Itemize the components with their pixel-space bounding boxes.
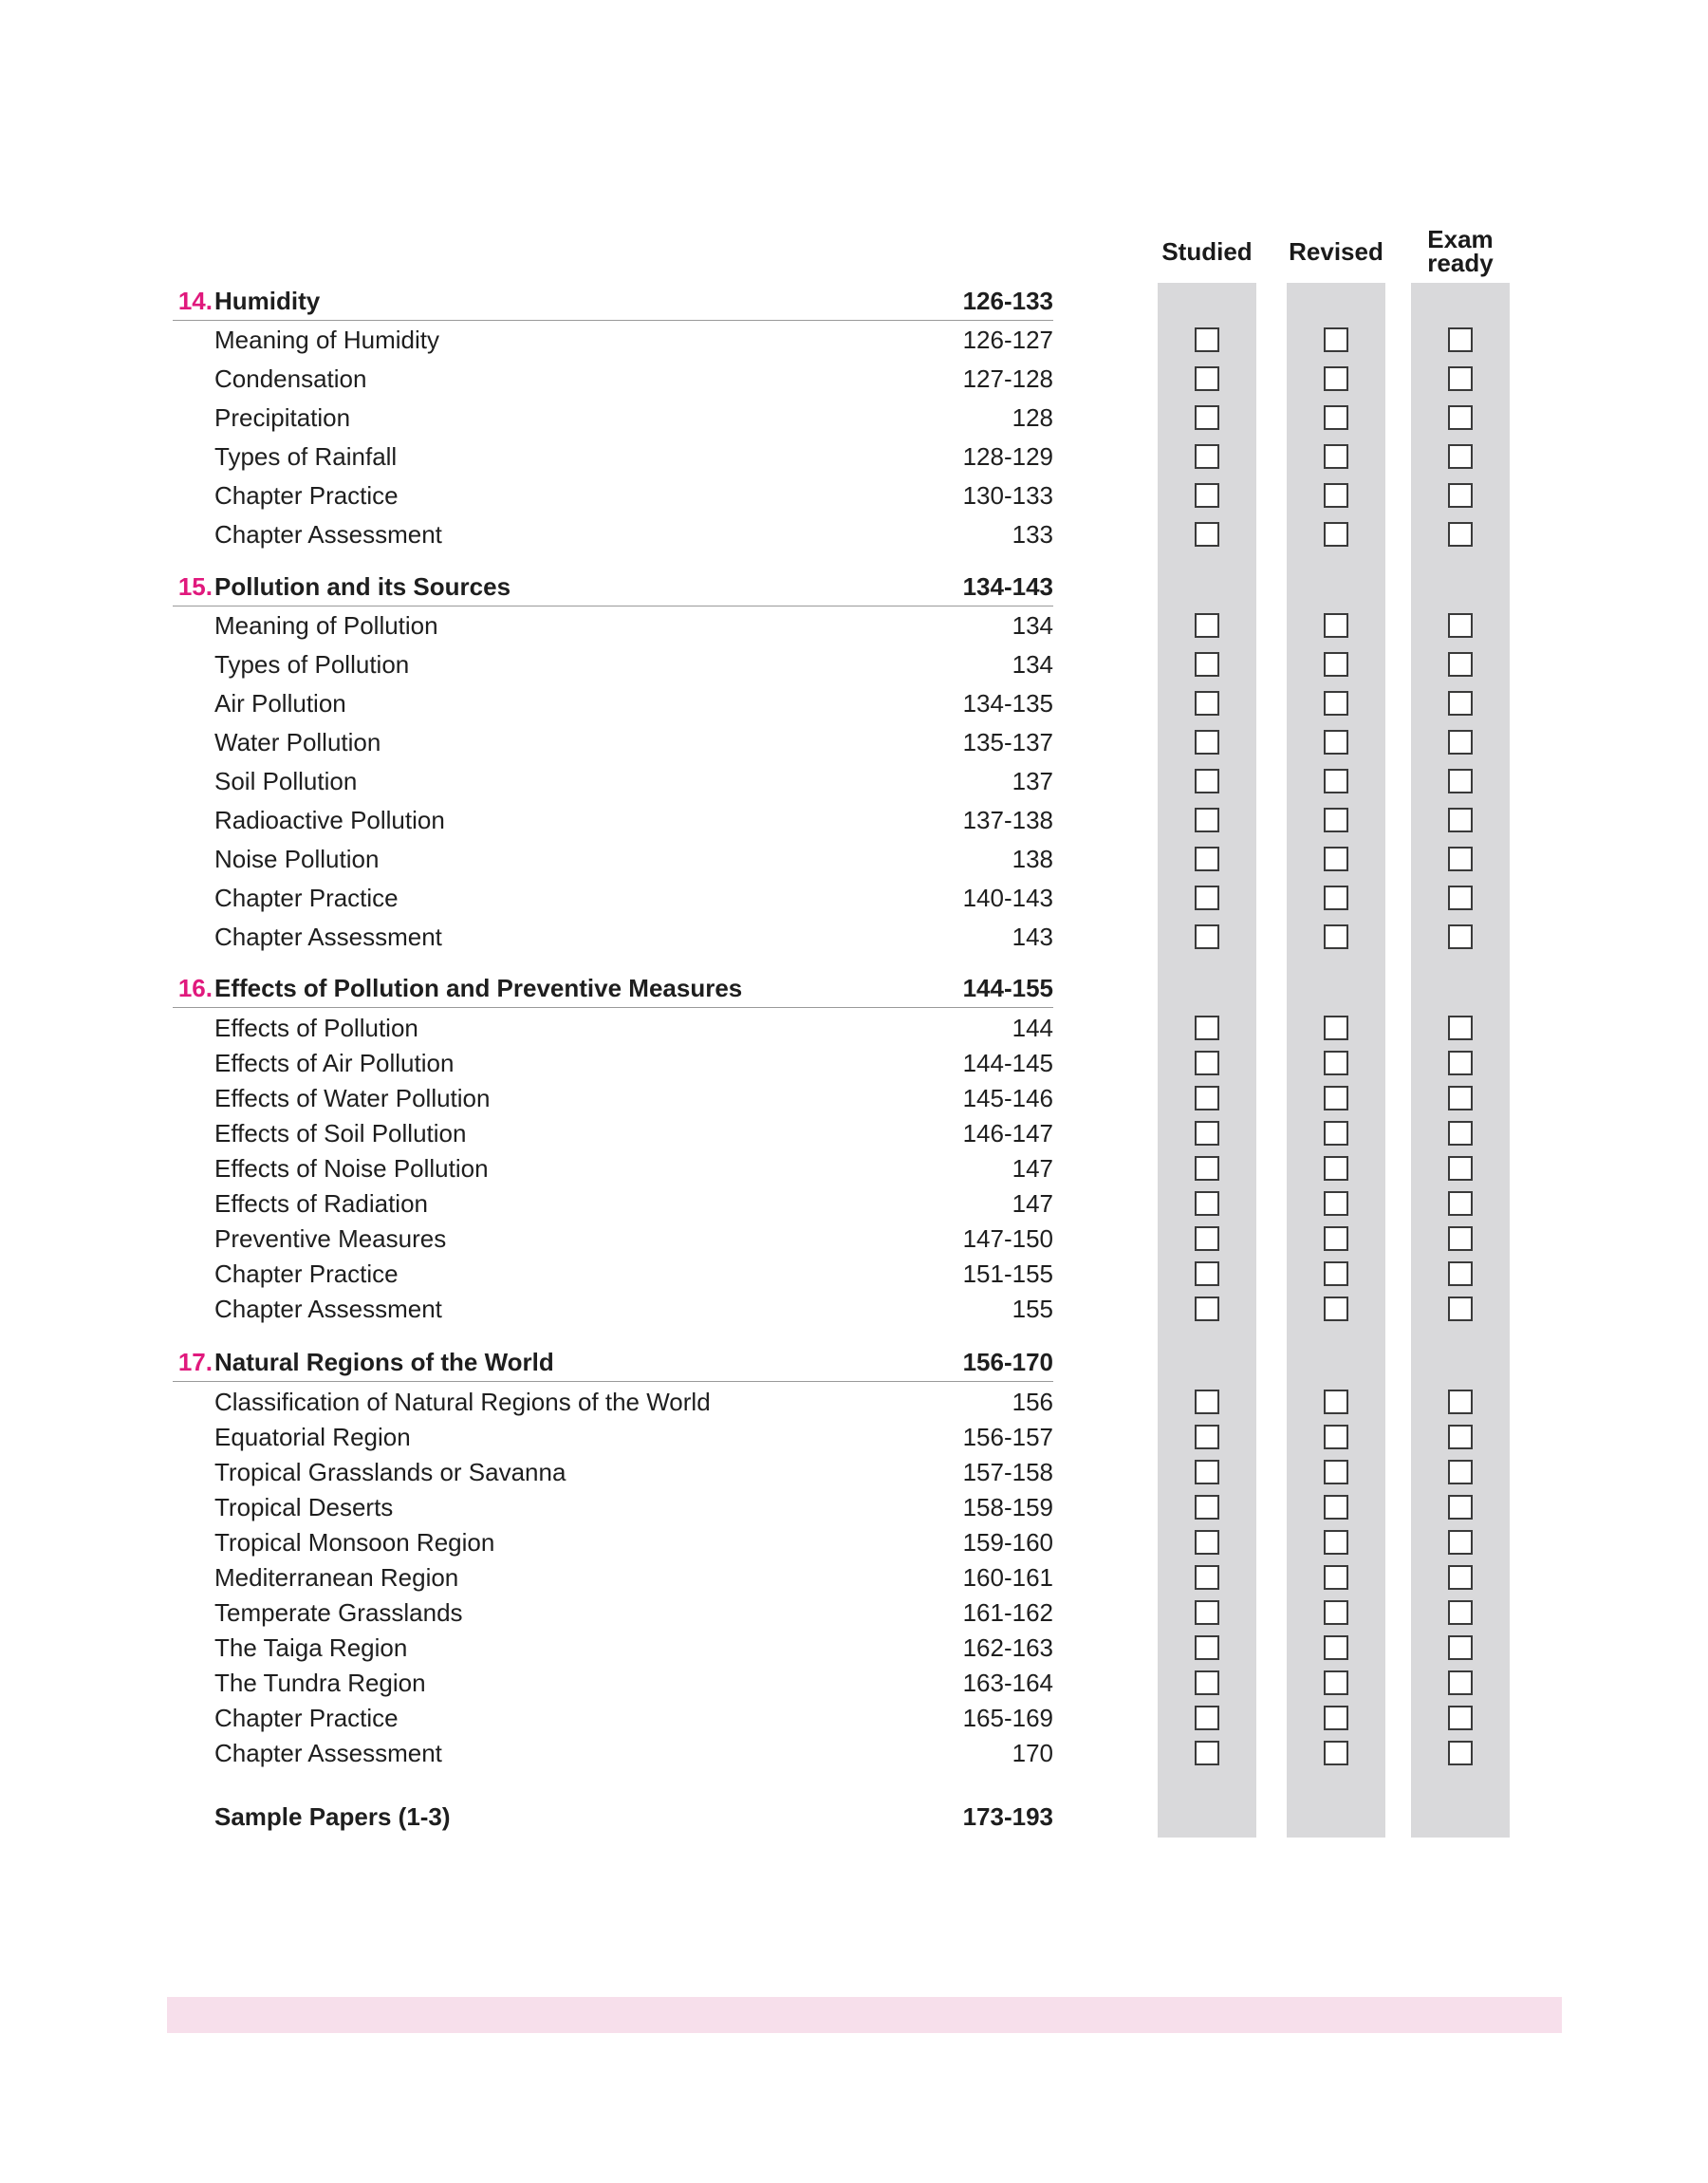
topic-pages: 147: [1012, 1189, 1053, 1218]
topic-title: Classification of Natural Regions of the World: [214, 1388, 711, 1416]
topic-row: [0, 764, 1708, 798]
topic-title: Chapter Assessment: [214, 923, 442, 951]
topic-row: [0, 323, 1708, 357]
revised-checkbox[interactable]: [1324, 1261, 1348, 1286]
topic-row: [0, 1222, 1708, 1256]
revised-checkbox[interactable]: [1324, 1226, 1348, 1251]
chapter-heading: [0, 1345, 1708, 1379]
studied-checkbox[interactable]: [1195, 1741, 1219, 1765]
topic-row: [0, 478, 1708, 513]
topic-pages: 147-150: [962, 1224, 1053, 1253]
studied-checkbox[interactable]: [1195, 652, 1219, 677]
chapter-divider: [173, 320, 1053, 321]
chapter-divider: [173, 1381, 1053, 1382]
topic-title: Soil Pollution: [214, 767, 358, 795]
sample-papers-row: [0, 1800, 1708, 1834]
studied-checkbox[interactable]: [1195, 1460, 1219, 1484]
exam-ready-checkbox[interactable]: [1448, 1261, 1473, 1286]
exam-ready-checkbox[interactable]: [1448, 847, 1473, 871]
exam-ready-checkbox[interactable]: [1448, 1156, 1473, 1181]
topic-pages: 146-147: [962, 1119, 1053, 1147]
topic-pages: 144: [1012, 1014, 1053, 1042]
exam-ready-checkbox[interactable]: [1448, 1530, 1473, 1555]
studied-checkbox[interactable]: [1195, 1121, 1219, 1146]
topic-pages: 138: [1012, 845, 1053, 873]
header-exam-ready: [1394, 225, 1527, 277]
studied-checkbox[interactable]: [1195, 1425, 1219, 1449]
studied-checkbox[interactable]: [1195, 691, 1219, 716]
topic-row: [0, 1257, 1708, 1291]
topic-row: [0, 1701, 1708, 1735]
exam-ready-checkbox[interactable]: [1448, 1121, 1473, 1146]
topic-pages: 170: [1012, 1739, 1053, 1767]
topic-row: [0, 920, 1708, 954]
exam-ready-checkbox[interactable]: [1448, 1741, 1473, 1765]
exam-ready-checkbox[interactable]: [1448, 691, 1473, 716]
topic-pages: 158-159: [962, 1493, 1053, 1521]
topic-pages: 140-143: [962, 884, 1053, 912]
exam-ready-checkbox[interactable]: [1448, 1635, 1473, 1660]
topic-row: [0, 803, 1708, 837]
exam-ready-checkbox[interactable]: [1448, 730, 1473, 755]
revised-checkbox[interactable]: [1324, 1425, 1348, 1449]
exam-ready-checkbox[interactable]: [1448, 366, 1473, 391]
topic-title: The Tundra Region: [214, 1669, 426, 1697]
topic-row: [0, 1490, 1708, 1524]
chapter-title: Pollution and its Sources: [214, 572, 511, 601]
topic-row: [0, 1116, 1708, 1150]
studied-checkbox[interactable]: [1195, 1600, 1219, 1625]
studied-checkbox[interactable]: [1195, 808, 1219, 832]
topic-row: [0, 1046, 1708, 1080]
topic-pages: 155: [1012, 1295, 1053, 1323]
topic-title: Chapter Assessment: [214, 1295, 442, 1323]
studied-checkbox[interactable]: [1195, 613, 1219, 638]
topic-pages: 134-135: [962, 689, 1053, 718]
studied-checkbox[interactable]: [1195, 405, 1219, 430]
exam-ready-checkbox[interactable]: [1448, 769, 1473, 793]
topic-pages: 160-161: [962, 1563, 1053, 1592]
studied-checkbox[interactable]: [1195, 1565, 1219, 1590]
topic-pages: 156: [1012, 1388, 1053, 1416]
revised-checkbox[interactable]: [1324, 652, 1348, 677]
exam-ready-checkbox[interactable]: [1448, 405, 1473, 430]
studied-checkbox[interactable]: [1195, 1226, 1219, 1251]
topic-row: [0, 1420, 1708, 1454]
revised-checkbox[interactable]: [1324, 1086, 1348, 1110]
header-studied: Studied: [1161, 237, 1253, 266]
revised-checkbox[interactable]: [1324, 1635, 1348, 1660]
exam-ready-checkbox[interactable]: [1448, 1600, 1473, 1625]
topic-pages: 133: [1012, 520, 1053, 549]
revised-checkbox[interactable]: [1324, 730, 1348, 755]
topic-title: Effects of Water Pollution: [214, 1084, 491, 1112]
topic-row: [0, 842, 1708, 876]
topic-pages: 163-164: [962, 1669, 1053, 1697]
exam-ready-checkbox[interactable]: [1448, 652, 1473, 677]
topic-row: [0, 1151, 1708, 1185]
chapter-title: Natural Regions of the World: [214, 1348, 554, 1376]
topic-pages: 137: [1012, 767, 1053, 795]
studied-checkbox[interactable]: [1195, 1495, 1219, 1520]
chapter-heading: [0, 569, 1708, 604]
revised-checkbox[interactable]: [1324, 1016, 1348, 1040]
topic-row: [0, 1525, 1708, 1559]
studied-checkbox[interactable]: [1195, 1051, 1219, 1075]
header-revised: Revised: [1289, 237, 1383, 266]
header-exam-line2: ready: [1427, 249, 1494, 277]
chapter-number: 14.: [177, 287, 213, 315]
topic-pages: 151-155: [962, 1259, 1053, 1288]
topic-title: Meaning of Humidity: [214, 326, 439, 354]
topic-row: [0, 362, 1708, 396]
studied-checkbox[interactable]: [1195, 1530, 1219, 1555]
topic-title: Precipitation: [214, 403, 351, 432]
topic-row: [0, 608, 1708, 643]
topic-row: [0, 1666, 1708, 1700]
studied-checkbox[interactable]: [1195, 1086, 1219, 1110]
topic-pages: 135-137: [962, 728, 1053, 756]
topic-pages: 127-128: [962, 364, 1053, 393]
revised-checkbox[interactable]: [1324, 522, 1348, 547]
exam-ready-checkbox[interactable]: [1448, 1390, 1473, 1414]
exam-ready-checkbox[interactable]: [1448, 1670, 1473, 1695]
exam-ready-checkbox[interactable]: [1448, 886, 1473, 910]
topic-pages: 137-138: [962, 806, 1053, 834]
topic-title: Chapter Practice: [214, 481, 399, 510]
topic-title: Types of Rainfall: [214, 442, 398, 471]
exam-ready-checkbox[interactable]: [1448, 1086, 1473, 1110]
topic-title: Mediterranean Region: [214, 1563, 459, 1592]
topic-title: Effects of Radiation: [214, 1189, 428, 1218]
revised-checkbox[interactable]: [1324, 327, 1348, 352]
revised-checkbox[interactable]: [1324, 808, 1348, 832]
topic-title: Preventive Measures: [214, 1224, 447, 1253]
revised-checkbox[interactable]: [1324, 1495, 1348, 1520]
studied-checkbox[interactable]: [1195, 522, 1219, 547]
revised-checkbox[interactable]: [1324, 1297, 1348, 1321]
topic-row: [0, 1560, 1708, 1595]
topic-row: [0, 1736, 1708, 1770]
topic-row: [0, 1385, 1708, 1419]
revised-checkbox[interactable]: [1324, 1565, 1348, 1590]
topic-pages: 145-146: [962, 1084, 1053, 1112]
exam-ready-checkbox[interactable]: [1448, 483, 1473, 508]
topic-row: [0, 647, 1708, 681]
revised-checkbox[interactable]: [1324, 1706, 1348, 1730]
topic-row: [0, 1186, 1708, 1221]
topic-title: Radioactive Pollution: [214, 806, 445, 834]
topic-title: The Taiga Region: [214, 1633, 408, 1662]
topic-title: Water Pollution: [214, 728, 381, 756]
topic-row: [0, 1455, 1708, 1489]
revised-checkbox[interactable]: [1324, 483, 1348, 508]
chapter-pages: 156-170: [962, 1348, 1053, 1376]
topic-row: [0, 1595, 1708, 1630]
revised-checkbox[interactable]: [1324, 1390, 1348, 1414]
revised-checkbox[interactable]: [1324, 1600, 1348, 1625]
chapter-title: Effects of Pollution and Preventive Measures: [214, 974, 743, 1002]
exam-ready-checkbox[interactable]: [1448, 1226, 1473, 1251]
chapter-number: 15.: [177, 572, 213, 601]
revised-checkbox[interactable]: [1324, 691, 1348, 716]
topic-pages: 130-133: [962, 481, 1053, 510]
header-exam-line1: Exam: [1427, 225, 1494, 253]
topic-title: Condensation: [214, 364, 367, 393]
topic-title: Chapter Practice: [214, 884, 399, 912]
revised-checkbox[interactable]: [1324, 1460, 1348, 1484]
studied-checkbox[interactable]: [1195, 1706, 1219, 1730]
studied-checkbox[interactable]: [1195, 1635, 1219, 1660]
chapter-number: 16.: [177, 974, 213, 1002]
revised-checkbox[interactable]: [1324, 847, 1348, 871]
exam-ready-checkbox[interactable]: [1448, 444, 1473, 469]
topic-title: Chapter Assessment: [214, 520, 442, 549]
topic-row: [0, 725, 1708, 759]
topic-row: [0, 439, 1708, 474]
topic-pages: 156-157: [962, 1423, 1053, 1451]
topic-pages: 144-145: [962, 1049, 1053, 1077]
studied-checkbox[interactable]: [1195, 1390, 1219, 1414]
exam-ready-checkbox[interactable]: [1448, 1495, 1473, 1520]
revised-checkbox[interactable]: [1324, 1741, 1348, 1765]
topic-title: Effects of Noise Pollution: [214, 1154, 489, 1183]
studied-checkbox[interactable]: [1195, 924, 1219, 949]
exam-ready-checkbox[interactable]: [1448, 1425, 1473, 1449]
studied-checkbox[interactable]: [1195, 1191, 1219, 1216]
revised-checkbox[interactable]: [1324, 1191, 1348, 1216]
topic-row: [0, 517, 1708, 551]
revised-checkbox[interactable]: [1324, 366, 1348, 391]
studied-checkbox[interactable]: [1195, 769, 1219, 793]
topic-pages: 143: [1012, 923, 1053, 951]
studied-checkbox[interactable]: [1195, 730, 1219, 755]
topic-pages: 159-160: [962, 1528, 1053, 1557]
revised-checkbox[interactable]: [1324, 405, 1348, 430]
topic-pages: 128: [1012, 403, 1053, 432]
topic-title: Chapter Assessment: [214, 1739, 442, 1767]
topic-pages: 134: [1012, 650, 1053, 679]
topic-title: Meaning of Pollution: [214, 611, 438, 640]
exam-ready-checkbox[interactable]: [1448, 613, 1473, 638]
studied-checkbox[interactable]: [1195, 1297, 1219, 1321]
topic-title: Types of Pollution: [214, 650, 410, 679]
revised-checkbox[interactable]: [1324, 444, 1348, 469]
chapter-heading: [0, 971, 1708, 1005]
exam-ready-checkbox[interactable]: [1448, 1297, 1473, 1321]
exam-ready-checkbox[interactable]: [1448, 808, 1473, 832]
topic-title: Tropical Deserts: [214, 1493, 394, 1521]
chapter-number: 17.: [177, 1348, 213, 1376]
topic-title: Equatorial Region: [214, 1423, 411, 1451]
sample-papers-pages: 173-193: [962, 1802, 1053, 1831]
topic-title: Chapter Practice: [214, 1704, 399, 1732]
studied-checkbox[interactable]: [1195, 327, 1219, 352]
chapter-pages: 134-143: [962, 572, 1053, 601]
topic-pages: 147: [1012, 1154, 1053, 1183]
sample-papers-title: Sample Papers (1-3): [214, 1802, 451, 1831]
exam-ready-checkbox[interactable]: [1448, 1191, 1473, 1216]
topic-row: [0, 1292, 1708, 1326]
exam-ready-checkbox[interactable]: [1448, 1706, 1473, 1730]
studied-checkbox[interactable]: [1195, 1261, 1219, 1286]
topic-title: Chapter Practice: [214, 1259, 399, 1288]
topic-title: Tropical Monsoon Region: [214, 1528, 495, 1557]
chapter-divider: [173, 1007, 1053, 1008]
revised-checkbox[interactable]: [1324, 769, 1348, 793]
chapter-pages: 144-155: [962, 974, 1053, 1002]
studied-checkbox[interactable]: [1195, 1670, 1219, 1695]
topic-row: [0, 401, 1708, 435]
topic-title: Effects of Air Pollution: [214, 1049, 455, 1077]
exam-ready-checkbox[interactable]: [1448, 1565, 1473, 1590]
exam-ready-checkbox[interactable]: [1448, 522, 1473, 547]
revised-checkbox[interactable]: [1324, 1051, 1348, 1075]
topic-pages: 165-169: [962, 1704, 1053, 1732]
revised-checkbox[interactable]: [1324, 1530, 1348, 1555]
topic-row: [0, 881, 1708, 915]
exam-ready-checkbox[interactable]: [1448, 1016, 1473, 1040]
studied-checkbox[interactable]: [1195, 444, 1219, 469]
topic-title: Effects of Soil Pollution: [214, 1119, 467, 1147]
topic-pages: 161-162: [962, 1598, 1053, 1627]
exam-ready-checkbox[interactable]: [1448, 1051, 1473, 1075]
revised-checkbox[interactable]: [1324, 924, 1348, 949]
exam-ready-checkbox[interactable]: [1448, 1460, 1473, 1484]
topic-title: Temperate Grasslands: [214, 1598, 463, 1627]
topic-title: Noise Pollution: [214, 845, 380, 873]
revised-checkbox[interactable]: [1324, 1121, 1348, 1146]
topic-row: [0, 1631, 1708, 1665]
chapter-title: Humidity: [214, 287, 321, 315]
revised-checkbox[interactable]: [1324, 1670, 1348, 1695]
studied-checkbox[interactable]: [1195, 1016, 1219, 1040]
topic-pages: 128-129: [962, 442, 1053, 471]
exam-ready-checkbox[interactable]: [1448, 924, 1473, 949]
chapter-pages: 126-133: [962, 287, 1053, 315]
topic-pages: 162-163: [962, 1633, 1053, 1662]
topic-title: Air Pollution: [214, 689, 346, 718]
revised-checkbox[interactable]: [1324, 1156, 1348, 1181]
studied-checkbox[interactable]: [1195, 847, 1219, 871]
topic-title: Tropical Grasslands or Savanna: [214, 1458, 566, 1486]
topic-row: [0, 1081, 1708, 1115]
studied-checkbox[interactable]: [1195, 1156, 1219, 1181]
topic-pages: 134: [1012, 611, 1053, 640]
topic-pages: 157-158: [962, 1458, 1053, 1486]
studied-checkbox[interactable]: [1195, 483, 1219, 508]
footer-band: [167, 1997, 1562, 2033]
revised-checkbox[interactable]: [1324, 613, 1348, 638]
topic-row: [0, 1011, 1708, 1045]
topic-row: [0, 686, 1708, 720]
chapter-heading: [0, 284, 1708, 318]
studied-checkbox[interactable]: [1195, 886, 1219, 910]
exam-ready-checkbox[interactable]: [1448, 327, 1473, 352]
topic-pages: 126-127: [962, 326, 1053, 354]
topic-title: Effects of Pollution: [214, 1014, 418, 1042]
revised-checkbox[interactable]: [1324, 886, 1348, 910]
studied-checkbox[interactable]: [1195, 366, 1219, 391]
